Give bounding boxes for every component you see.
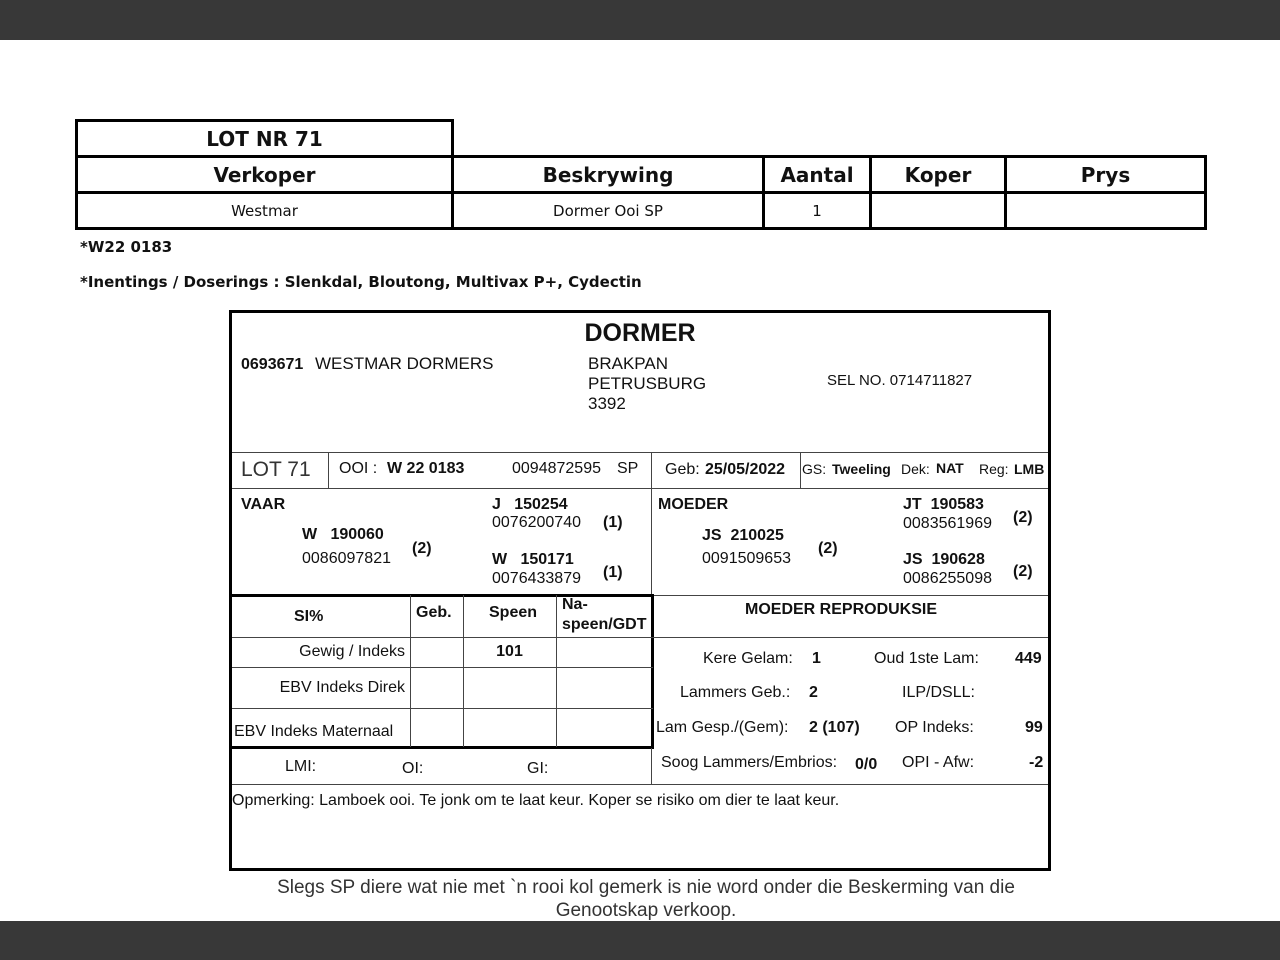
- header-aantal: Aantal: [764, 157, 871, 193]
- opmerking: Opmerking: Lamboek ooi. Te jonk om te laat keur. Koper se risiko om dier te laat keur.: [232, 792, 840, 809]
- animal-card: [229, 310, 1051, 871]
- dam-sire-count: (2): [1013, 509, 1033, 526]
- opi-label: OPI - Afw:: [902, 754, 975, 771]
- sel-no: SEL NO. 0714711827: [827, 372, 973, 389]
- sire-id: W 190060: [302, 526, 384, 543]
- na-speen-header: Na- speen/GDT: [562, 596, 647, 633]
- vaar-label: VAAR: [241, 496, 286, 513]
- moeder-label: MOEDER: [658, 496, 729, 513]
- sire-dam-count: (1): [603, 564, 623, 581]
- header-verkoper: Verkoper: [77, 157, 453, 193]
- oud-lam-label: Oud 1ste Lam:: [874, 650, 979, 667]
- kere-gelam-value: 1: [812, 650, 821, 667]
- breeder-address: BRAKPAN PETRUSBURG 3392: [588, 354, 707, 413]
- lammers-geb-value: 2: [809, 684, 818, 701]
- ooi-label: OOI :: [339, 460, 378, 477]
- top-bar: [0, 0, 1280, 40]
- lammers-geb-label: Lammers Geb.:: [680, 684, 791, 701]
- value-aantal: 1: [764, 193, 871, 229]
- dam-dam-id: JS 190628: [903, 551, 985, 568]
- dam-sire-id: JT 190583: [903, 496, 984, 513]
- gewig-speen-value: 101: [496, 643, 523, 660]
- dek-value: NAT: [936, 460, 964, 476]
- sire-sire-reg: 0076200740: [492, 514, 581, 531]
- op-indeks-value: 99: [1025, 719, 1043, 736]
- lot-table: [75, 119, 1207, 230]
- dam-count: (2): [818, 540, 838, 557]
- dam-reg: 0091509653: [702, 550, 791, 567]
- row-gewig-indeks: Gewig / Indeks: [299, 643, 405, 660]
- lot-title: LOT NR 71: [77, 121, 453, 157]
- ooi-id: W 22 0183: [387, 460, 465, 477]
- reg-value: LMB: [1014, 461, 1045, 477]
- dam-sire-reg: 0083561969: [903, 515, 992, 532]
- repro-title: MOEDER REPRODUKSIE: [745, 601, 938, 618]
- reg-label: Reg:: [979, 461, 1009, 477]
- sire-count: (2): [412, 540, 432, 557]
- si-header: SI%: [294, 608, 324, 625]
- sire-sire-id: J 150254: [492, 496, 568, 513]
- dam-dam-reg: 0086255098: [903, 570, 992, 587]
- value-beskrywing: Dormer Ooi SP: [453, 193, 764, 229]
- speen-header: Speen: [489, 604, 538, 621]
- header-beskrywing: Beskrywing: [453, 157, 764, 193]
- breeder-name: WESTMAR DORMERS: [315, 354, 494, 373]
- row-ebv-direk: EBV Indeks Direk: [279, 679, 405, 696]
- breeder-number: 0693671: [241, 356, 304, 373]
- breed-title: DORMER: [584, 319, 696, 347]
- lmi-label: LMI:: [285, 758, 317, 775]
- ooi-sp: SP: [617, 460, 639, 477]
- geb-header: Geb.: [416, 604, 452, 621]
- value-verkoper: Westmar: [77, 193, 453, 229]
- dam-dam-count: (2): [1013, 563, 1033, 580]
- gi-label: GI:: [527, 760, 549, 777]
- ilp-label: ILP/DSLL:: [902, 684, 975, 701]
- gs-value: Tweeling: [832, 461, 891, 477]
- dek-label: Dek:: [901, 461, 930, 477]
- geb-label: Geb:: [665, 461, 700, 478]
- vaccination-note: *Inentings / Doserings : Slenkdal, Bloutong, Multivax P+, Cydectin: [80, 273, 642, 291]
- lot-label: LOT 71: [241, 458, 311, 481]
- bottom-bar: [0, 921, 1280, 960]
- ooi-reg: 0094872595: [512, 460, 601, 477]
- sire-dam-id: W 150171: [492, 551, 574, 568]
- value-koper: [871, 193, 1006, 229]
- lam-gesp-value: 2 (107): [809, 719, 860, 736]
- kere-gelam-label: Kere Gelam:: [703, 650, 793, 667]
- dam-id: JS 210025: [702, 527, 784, 544]
- geb-date: 25/05/2022: [705, 461, 786, 478]
- row-ebv-maternaal: EBV Indeks Maternaal: [234, 723, 394, 740]
- header-koper: Koper: [871, 157, 1006, 193]
- sire-sire-count: (1): [603, 514, 623, 531]
- header-prys: Prys: [1006, 157, 1206, 193]
- footer-disclaimer: Slegs SP diere wat nie met `n rooi kol gemerk is nie word onder die Beskerming van die Genootskap verkoop.: [277, 877, 1015, 921]
- gs-label: GS:: [802, 461, 827, 477]
- sire-reg: 0086097821: [302, 550, 391, 567]
- soog-value: 0/0: [855, 756, 878, 773]
- opi-value: -2: [1029, 754, 1044, 771]
- oi-label: OI:: [402, 760, 424, 777]
- soog-label: Soog Lammers/Embrios:: [661, 754, 838, 771]
- op-indeks-label: OP Indeks:: [895, 719, 974, 736]
- value-prys: [1006, 193, 1206, 229]
- animal-id-note: *W22 0183: [80, 238, 173, 256]
- oud-lam-value: 449: [1015, 650, 1042, 667]
- sire-dam-reg: 0076433879: [492, 570, 581, 587]
- lam-gesp-label: Lam Gesp./(Gem):: [656, 719, 789, 736]
